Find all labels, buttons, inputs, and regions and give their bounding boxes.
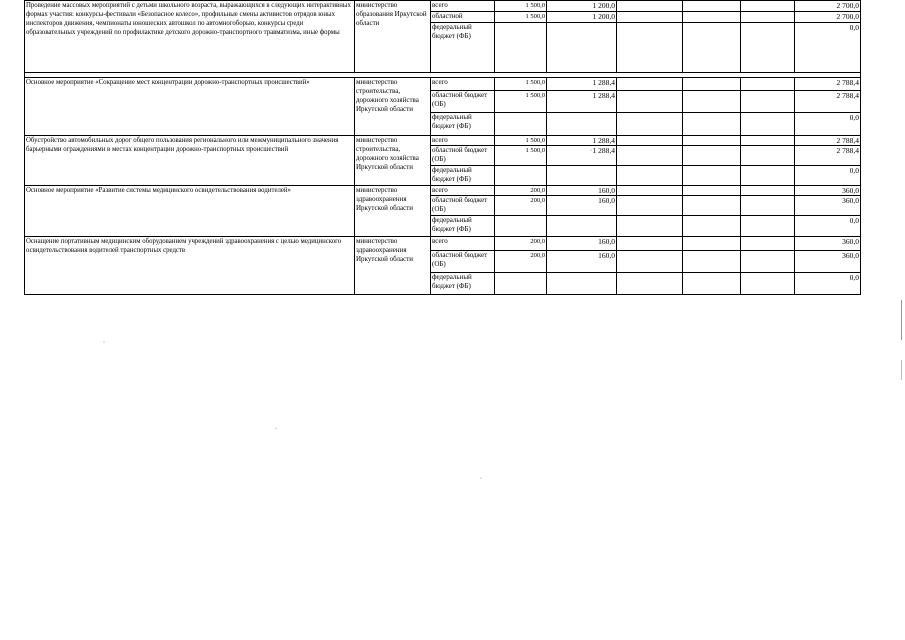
funding-source: областной бюджет (ОБ) — [431, 91, 495, 113]
value-cell: 1 500,0 — [495, 136, 547, 146]
total-cell: 0,0 — [795, 273, 861, 295]
value-cell: 160,0 — [547, 251, 617, 273]
value-cell — [495, 216, 547, 237]
value-cell — [495, 166, 547, 186]
total-cell: 360,0 — [795, 196, 861, 216]
funding-source: областной бюджет (ОБ) — [431, 251, 495, 273]
executor: министерство здравоохранения Иркутской области — [355, 237, 431, 295]
value-cell: 1 500,0 — [495, 78, 547, 91]
table-row — [25, 186, 861, 196]
value-cell: 1 200,0 — [547, 1, 617, 12]
funding-source: областной бюджет (ОБ) — [431, 146, 495, 166]
value-cell: 200,0 — [495, 196, 547, 216]
value-cell: 200,0 — [495, 186, 547, 196]
total-cell: 2 788,4 — [795, 78, 861, 91]
funding-source: всего — [431, 78, 495, 91]
measure-description: Основное мероприятие «Сокращение мест концентрации дорожно-транспортных происшествий» — [25, 78, 355, 136]
funding-source: областной — [431, 12, 495, 23]
total-cell: 360,0 — [795, 186, 861, 196]
scan-speck: · — [480, 476, 482, 482]
funding-source: федеральный бюджет (ФБ) — [431, 113, 495, 136]
funding-source: федеральный бюджет (ФБ) — [431, 273, 495, 295]
total-cell: 0,0 — [795, 23, 861, 73]
measure-description: Основное мероприятие «Развитие системы медицинского освидетельствования водителей» — [25, 186, 355, 237]
total-cell: 360,0 — [795, 251, 861, 273]
value-cell — [495, 273, 547, 295]
value-cell: 160,0 — [547, 237, 617, 251]
value-cell — [547, 216, 617, 237]
funding-source: всего — [431, 136, 495, 146]
funding-source: всего — [431, 186, 495, 196]
total-cell: 2 788,4 — [795, 146, 861, 166]
value-cell: 1 288,4 — [547, 146, 617, 166]
executor: министерство строительства, дорожного хозяйства Иркутской области — [355, 78, 431, 136]
funding-source: федеральный бюджет (ФБ) — [431, 216, 495, 237]
table-row — [25, 1, 861, 12]
total-cell: 0,0 — [795, 113, 861, 136]
executor: министерство строительства, дорожного хозяйства Иркутской области — [355, 136, 431, 186]
value-cell — [495, 23, 547, 73]
funding-source: всего — [431, 1, 495, 12]
table-row — [25, 136, 861, 146]
funding-source: областной бюджет (ОБ) — [431, 196, 495, 216]
value-cell: 200,0 — [495, 237, 547, 251]
scan-speck: · — [275, 426, 277, 432]
scan-speck: · — [103, 340, 105, 346]
executor: министерство образования Иркутской области — [355, 1, 431, 73]
budget-table — [24, 0, 861, 295]
value-cell: 1 288,4 — [547, 78, 617, 91]
total-cell: 0,0 — [795, 166, 861, 186]
funding-source: всего — [431, 237, 495, 251]
value-cell: 1 288,4 — [547, 91, 617, 113]
value-cell — [547, 273, 617, 295]
value-cell: 1 288,4 — [547, 136, 617, 146]
value-cell: 1 500,0 — [495, 91, 547, 113]
funding-source: федеральный бюджет (ФБ) — [431, 166, 495, 186]
measure-description: Оснащение портативным медицинским оборудованием учреждений здравоохранения с целью медицинского освидетельствования водителей транспортных средств — [25, 237, 355, 295]
value-cell — [547, 166, 617, 186]
value-cell — [547, 23, 617, 73]
value-cell — [495, 113, 547, 136]
value-cell: 1 500,0 — [495, 12, 547, 23]
table-row — [25, 237, 861, 251]
total-cell: 0,0 — [795, 216, 861, 237]
value-cell: 1 500,0 — [495, 1, 547, 12]
executor: министерство здравоохранения Иркутской области — [355, 186, 431, 237]
total-cell: 2 788,4 — [795, 91, 861, 113]
measure-description: Обустройство автомобильных дорог общего пользования регионального или межмуниципального значения барьерными ограждениями в местах концентрации дорожно-транспортных происшествий — [25, 136, 355, 186]
value-cell: 1 200,0 — [547, 12, 617, 23]
value-cell: 200,0 — [495, 251, 547, 273]
total-cell: 2 700,0 — [795, 1, 861, 12]
total-cell: 2 788,4 — [795, 136, 861, 146]
scan-edge-line — [901, 360, 902, 380]
scan-speck: · — [590, 148, 592, 154]
measure-description: Проведение массовых мероприятий с детьми школьного возраста, выражающихся в следующих интерактивных формах участия: конкурсы-фестивали «Безопасное колесо», профильные смены активистов отрядов юных инспекторов движения, чемпионаты юношеских автошкол по автомногоборью, конкурсы среди образовательных учреждений по профилактике детского дорожно-транспортного травматизма, иные формы — [25, 1, 355, 73]
value-cell — [547, 113, 617, 136]
value-cell: 1 500,0 — [495, 146, 547, 166]
value-cell: 160,0 — [547, 196, 617, 216]
total-cell: 2 700,0 — [795, 12, 861, 23]
scan-edge-line — [901, 300, 902, 340]
funding-source: федеральный бюджет (ФБ) — [431, 23, 495, 73]
total-cell: 360,0 — [795, 237, 861, 251]
value-cell: 160,0 — [547, 186, 617, 196]
table-row — [25, 78, 861, 91]
